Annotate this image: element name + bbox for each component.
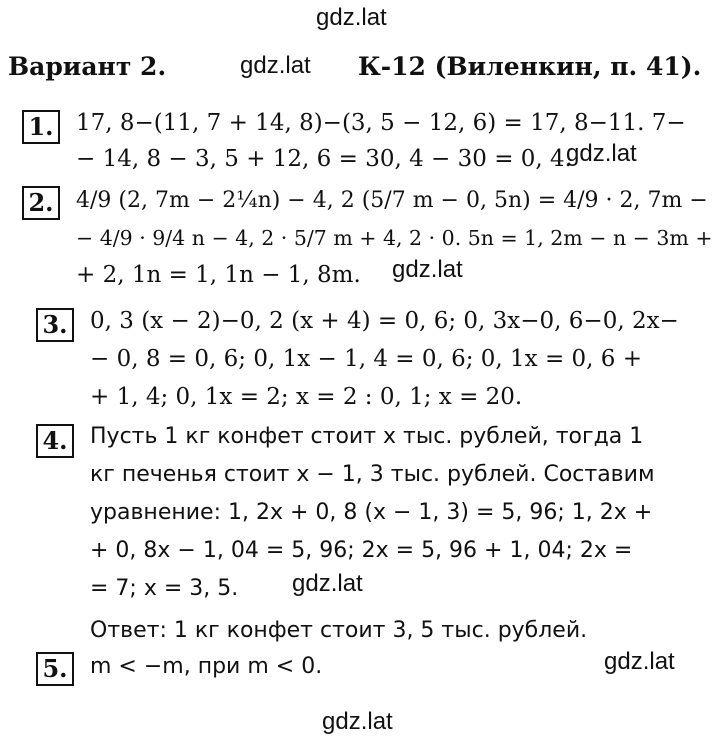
watermark: gdz.lat [292,570,363,597]
task-2-line: − 4/9 · 9/4 n − 4, 2 · 5/7 m + 4, 2 · 0. 5n = 1, 2m − n − 3m + [76,226,713,250]
task-3-line: − 0, 8 = 0, 6; 0, 1x − 1, 4 = 0, 6; 0, 1x = 0, 6 + [90,346,643,372]
task-2-line: 4/9 (2, 7m − 2¼n) − 4, 2 (5/7 m − 0, 5n) = 4/9 · 2, 7m − [76,188,708,213]
task-4-answer: Ответ: 1 кг конфет стоит 3, 5 тыс. рублей. [90,618,588,643]
watermark: gdz.lat [316,4,387,31]
task-3-line: 0, 3 (x − 2)−0, 2 (x + 4) = 0, 6; 0, 3x−0, 6−0, 2x− [90,308,679,334]
task-5-line: m < −m, при m < 0. [90,654,323,679]
watermark: gdz.lat [240,52,311,79]
watermark: gdz.lat [392,256,463,283]
watermark: gdz.lat [604,648,675,675]
task-4-line: уравнение: 1, 2x + 0, 8 (x − 1, 3) = 5, 96; 1, 2x + [90,500,653,525]
task-4-line: + 0, 8x − 1, 04 = 5, 96; 2x = 5, 96 + 1, 04; 2x = [90,538,633,563]
task-4-line: Пусть 1 кг конфет стоит x тыс. рублей, тогда 1 [90,424,644,449]
task-1-line: 17, 8−(11, 7 + 14, 8)−(3, 5 − 12, 6) = 17, 8−11. 7− [76,110,686,136]
task-1-line: − 14, 8 − 3, 5 + 12, 6 = 30, 4 − 30 = 0, 4. [76,146,572,172]
task-number-4: 4. [36,424,74,458]
task-2-line: + 2, 1n = 1, 1n − 1, 8m. [76,262,361,288]
watermark: gdz.lat [566,140,637,167]
task-4-line: кг печенья стоит x − 1, 3 тыс. рублей. Составим [90,462,655,487]
page-title: К-12 (Виленкин, п. 41). [358,52,702,81]
task-number-5: 5. [36,652,74,686]
task-number-1: 1. [22,110,60,144]
watermark: gdz.lat [322,708,393,735]
task-3-line: + 1, 4; 0, 1x = 2; x = 2 : 0, 1; x = 20. [90,384,523,410]
task-number-2: 2. [22,186,60,220]
task-4-line: = 7; x = 3, 5. [90,576,239,601]
task-number-3: 3. [36,308,74,342]
variant-heading: Вариант 2. [8,52,167,81]
